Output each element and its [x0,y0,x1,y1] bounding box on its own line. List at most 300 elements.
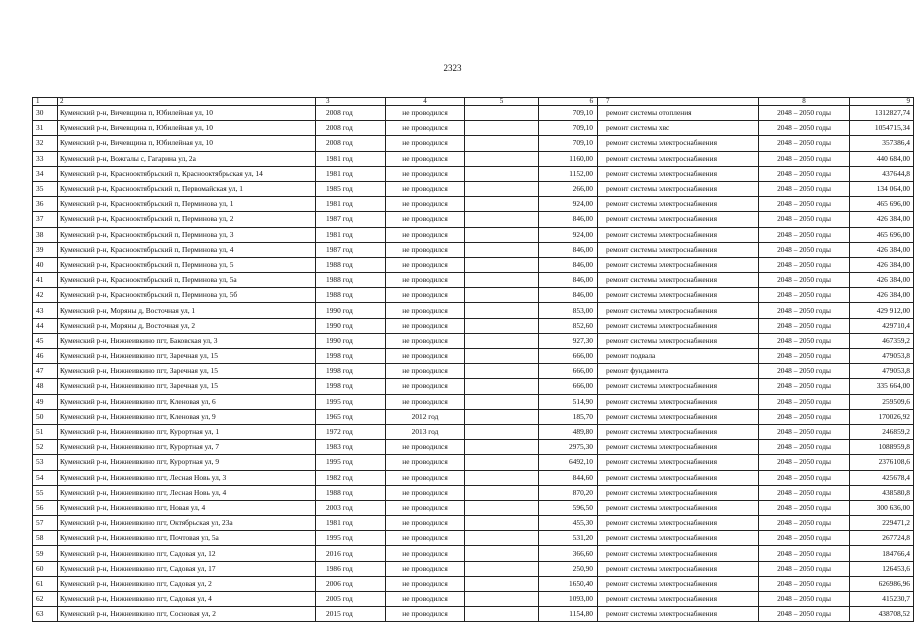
blank-cell-cell [465,531,539,546]
cost-cell: 184766,4 [850,546,914,561]
table-row [33,318,914,333]
address-cell: Куменский р-н, Краснооктябрьский п, Первомайская ул, 1 [58,181,316,196]
blank-cell-cell [465,379,539,394]
row-number-cell: 47 [33,364,58,379]
area-cell: 266,00 [539,181,598,196]
period-cell: 2048 – 2050 годы [759,273,850,288]
area-cell: 366,60 [539,546,598,561]
period-cell: 2048 – 2050 годы [759,607,850,622]
address-cell: Куменский р-н, Вичевщина п, Юбилейная ул, 10 [58,136,316,151]
row-number-cell: 45 [33,333,58,348]
address-cell: Куменский р-н, Нижнеивкино пгт, Курортная ул, 9 [58,455,316,470]
build-year-cell: 1987 год [316,242,386,257]
last-repair-year-cell: не проводился [386,546,465,561]
cost-cell: 465 696,00 [850,197,914,212]
last-repair-year-cell: не проводился [386,440,465,455]
table-row [33,409,914,424]
area-cell: 1650,40 [539,576,598,591]
area-cell: 1154,80 [539,607,598,622]
period-cell: 2048 – 2050 годы [759,531,850,546]
column-number-row [33,98,914,106]
blank-cell-cell [465,561,539,576]
build-year-cell: 1987 год [316,212,386,227]
address-cell: Куменский р-н, Моряны д, Восточная ул, 2 [58,318,316,333]
last-repair-year-cell: не проводился [386,136,465,151]
work-type-cell: ремонт системы отопления [598,106,759,121]
address-cell: Куменский р-н, Нижнеивкино пгт, Курортная ул, 7 [58,440,316,455]
address-cell: Куменский р-н, Краснооктябрьский п, Перминова ул, 3 [58,227,316,242]
row-number-cell: 61 [33,576,58,591]
table-row [33,546,914,561]
cost-cell: 1312827,74 [850,106,914,121]
period-cell: 2048 – 2050 годы [759,576,850,591]
work-type-cell: ремонт системы электроснабжения [598,136,759,151]
build-year-cell: 2003 год [316,500,386,515]
row-number-cell: 40 [33,257,58,272]
work-type-cell: ремонт системы электроснабжения [598,424,759,439]
work-type-cell: ремонт системы электроснабжения [598,561,759,576]
table-row [33,136,914,151]
cost-cell: 626986,96 [850,576,914,591]
table-row [33,394,914,409]
last-repair-year-cell: не проводился [386,333,465,348]
row-number-cell: 59 [33,546,58,561]
work-type-cell: ремонт системы электроснабжения [598,242,759,257]
period-cell: 2048 – 2050 годы [759,227,850,242]
table-row [33,379,914,394]
table-row [33,455,914,470]
page-number: 2323 [443,63,462,73]
last-repair-year-cell: не проводился [386,576,465,591]
area-cell: 1093,00 [539,592,598,607]
period-cell: 2048 – 2050 годы [759,166,850,181]
last-repair-year-cell: не проводился [386,349,465,364]
blank-cell-cell [465,485,539,500]
area-cell: 514,90 [539,394,598,409]
cost-cell: 429 912,00 [850,303,914,318]
last-repair-year-cell: не проводился [386,531,465,546]
address-cell: Куменский р-н, Моряны д, Восточная ул, 1 [58,303,316,318]
build-year-cell: 2008 год [316,106,386,121]
period-cell: 2048 – 2050 годы [759,288,850,303]
cost-cell: 429710,4 [850,318,914,333]
build-year-cell: 2005 год [316,592,386,607]
row-number-cell: 41 [33,273,58,288]
last-repair-year-cell: не проводился [386,607,465,622]
work-type-cell: ремонт системы электроснабжения [598,409,759,424]
last-repair-year-cell: не проводился [386,181,465,196]
blank-cell-cell [465,212,539,227]
period-cell: 2048 – 2050 годы [759,136,850,151]
build-year-cell: 1981 год [316,197,386,212]
build-year-cell: 1965 год [316,409,386,424]
cost-cell: 426 384,00 [850,288,914,303]
blank-cell-cell [465,227,539,242]
cost-cell: 438580,8 [850,485,914,500]
build-year-cell: 1981 год [316,516,386,531]
work-type-cell: ремонт системы электроснабжения [598,546,759,561]
row-number-cell: 32 [33,136,58,151]
row-number-cell: 63 [33,607,58,622]
blank-cell-cell [465,576,539,591]
area-cell: 846,00 [539,242,598,257]
table-row [33,333,914,348]
last-repair-year-cell: не проводился [386,166,465,181]
blank-cell-cell [465,242,539,257]
blank-cell-cell [465,257,539,272]
area-cell: 455,30 [539,516,598,531]
last-repair-year-cell: не проводился [386,106,465,121]
period-cell: 2048 – 2050 годы [759,257,850,272]
build-year-cell: 1972 год [316,424,386,439]
work-type-cell: ремонт фундамента [598,364,759,379]
table-row [33,516,914,531]
blank-cell-cell [465,349,539,364]
address-cell: Куменский р-н, Вичевщина п, Юбилейная ул, 10 [58,106,316,121]
row-number-cell: 44 [33,318,58,333]
work-type-cell: ремонт системы электроснабжения [598,470,759,485]
column-header: 3 [316,98,386,106]
area-cell: 666,00 [539,379,598,394]
build-year-cell: 2006 год [316,576,386,591]
address-cell: Куменский р-н, Краснооктябрьский п, Перминова ул, 5а [58,273,316,288]
area-cell: 6492,10 [539,455,598,470]
row-number-cell: 35 [33,181,58,196]
address-cell: Куменский р-н, Нижнеивкино пгт, Лесная Новь ул, 3 [58,470,316,485]
blank-cell-cell [465,288,539,303]
blank-cell-cell [465,364,539,379]
row-number-cell: 37 [33,212,58,227]
build-year-cell: 1998 год [316,364,386,379]
row-number-cell: 51 [33,424,58,439]
cost-cell: 1088959,8 [850,440,914,455]
build-year-cell: 1998 год [316,379,386,394]
table-row [33,440,914,455]
build-year-cell: 1983 год [316,440,386,455]
area-cell: 250,90 [539,561,598,576]
table-body [33,106,914,622]
area-cell: 846,00 [539,212,598,227]
area-cell: 185,70 [539,409,598,424]
work-type-cell: ремонт системы электроснабжения [598,333,759,348]
work-type-cell: ремонт системы электроснабжения [598,455,759,470]
last-repair-year-cell: не проводился [386,455,465,470]
address-cell: Куменский р-н, Краснооктябрьский п, Перминова ул, 5б [58,288,316,303]
address-cell: Куменский р-н, Нижнеивкино пгт, Садовая ул, 2 [58,576,316,591]
address-cell: Куменский р-н, Краснооктябрьский п, Перминова ул, 5 [58,257,316,272]
address-cell: Куменский р-н, Нижнеивкино пгт, Заречная ул, 15 [58,364,316,379]
blank-cell-cell [465,181,539,196]
blank-cell-cell [465,440,539,455]
cost-cell: 440 684,00 [850,151,914,166]
period-cell: 2048 – 2050 годы [759,333,850,348]
work-type-cell: ремонт системы электроснабжения [598,440,759,455]
blank-cell-cell [465,455,539,470]
work-type-cell: ремонт системы электроснабжения [598,500,759,515]
row-number-cell: 38 [33,227,58,242]
blank-cell-cell [465,394,539,409]
table-row [33,288,914,303]
blank-cell-cell [465,197,539,212]
row-number-cell: 31 [33,121,58,136]
area-cell: 666,00 [539,349,598,364]
work-type-cell: ремонт системы электроснабжения [598,607,759,622]
period-cell: 2048 – 2050 годы [759,440,850,455]
work-type-cell: ремонт системы электроснабжения [598,576,759,591]
table-row [33,151,914,166]
work-type-cell: ремонт системы электроснабжения [598,379,759,394]
build-year-cell: 1988 год [316,257,386,272]
row-number-cell: 34 [33,166,58,181]
build-year-cell: 1990 год [316,303,386,318]
table-row [33,197,914,212]
build-year-cell: 1995 год [316,455,386,470]
cost-cell: 479053,8 [850,349,914,364]
address-cell: Куменский р-н, Нижнеивкино пгт, Кленовая ул, 9 [58,409,316,424]
period-cell: 2048 – 2050 годы [759,379,850,394]
column-header: 7 [598,98,759,106]
period-cell: 2048 – 2050 годы [759,364,850,379]
period-cell: 2048 – 2050 годы [759,485,850,500]
address-cell: Куменский р-н, Нижнеивкино пгт, Заречная ул, 15 [58,349,316,364]
row-number-cell: 62 [33,592,58,607]
cost-cell: 246859,2 [850,424,914,439]
row-number-cell: 58 [33,531,58,546]
row-number-cell: 53 [33,455,58,470]
last-repair-year-cell: не проводился [386,151,465,166]
build-year-cell: 1995 год [316,394,386,409]
work-type-cell: ремонт системы электроснабжения [598,394,759,409]
blank-cell-cell [465,273,539,288]
table-row [33,242,914,257]
row-number-cell: 43 [33,303,58,318]
table-row [33,576,914,591]
last-repair-year-cell: не проводился [386,318,465,333]
row-number-cell: 33 [33,151,58,166]
address-cell: Куменский р-н, Краснооктябрьский п, Перминова ул, 2 [58,212,316,227]
area-cell: 489,80 [539,424,598,439]
address-cell: Куменский р-н, Нижнеивкино пгт, Лесная Новь ул, 4 [58,485,316,500]
row-number-cell: 55 [33,485,58,500]
cost-cell: 2376108,6 [850,455,914,470]
cost-cell: 479053,8 [850,364,914,379]
address-cell: Куменский р-н, Нижнеивкино пгт, Почтовая ул, 5а [58,531,316,546]
cost-cell: 415230,7 [850,592,914,607]
table-row [33,424,914,439]
area-cell: 2975,30 [539,440,598,455]
work-type-cell: ремонт системы электроснабжения [598,151,759,166]
row-number-cell: 57 [33,516,58,531]
build-year-cell: 1990 год [316,318,386,333]
period-cell: 2048 – 2050 годы [759,470,850,485]
area-cell: 924,00 [539,197,598,212]
build-year-cell: 2008 год [316,121,386,136]
area-cell: 853,00 [539,303,598,318]
table-row [33,227,914,242]
build-year-cell: 1985 год [316,181,386,196]
area-cell: 1152,00 [539,166,598,181]
cost-cell: 467359,2 [850,333,914,348]
period-cell: 2048 – 2050 годы [759,455,850,470]
row-number-cell: 54 [33,470,58,485]
build-year-cell: 1982 год [316,470,386,485]
work-type-cell: ремонт системы электроснабжения [598,485,759,500]
address-cell: Куменский р-н, Краснооктябрьский п, Перминова ул, 1 [58,197,316,212]
table-row [33,364,914,379]
area-cell: 531,20 [539,531,598,546]
address-cell: Куменский р-н, Вичевщина п, Юбилейная ул, 10 [58,121,316,136]
period-cell: 2048 – 2050 годы [759,212,850,227]
cost-cell: 170026,92 [850,409,914,424]
work-type-cell: ремонт системы электроснабжения [598,257,759,272]
column-header: 8 [759,98,850,106]
blank-cell-cell [465,470,539,485]
build-year-cell: 1990 год [316,333,386,348]
period-cell: 2048 – 2050 годы [759,409,850,424]
cost-cell: 300 636,00 [850,500,914,515]
address-cell: Куменский р-н, Нижнеивкино пгт, Курортная ул, 1 [58,424,316,439]
row-number-cell: 56 [33,500,58,515]
row-number-cell: 52 [33,440,58,455]
table-row [33,561,914,576]
work-type-cell: ремонт системы электроснабжения [598,303,759,318]
table-row [33,607,914,622]
work-type-cell: ремонт системы хвс [598,121,759,136]
area-cell: 1160,00 [539,151,598,166]
cost-cell: 426 384,00 [850,242,914,257]
last-repair-year-cell: не проводился [386,227,465,242]
work-type-cell: ремонт системы электроснабжения [598,592,759,607]
cost-cell: 126453,6 [850,561,914,576]
last-repair-year-cell: не проводился [386,379,465,394]
cost-cell: 425678,4 [850,470,914,485]
cost-cell: 357386,4 [850,136,914,151]
period-cell: 2048 – 2050 годы [759,242,850,257]
column-header: 5 [465,98,539,106]
blank-cell-cell [465,106,539,121]
last-repair-year-cell: не проводился [386,242,465,257]
last-repair-year-cell: не проводился [386,288,465,303]
build-year-cell: 1998 год [316,349,386,364]
cost-cell: 426 384,00 [850,257,914,272]
period-cell: 2048 – 2050 годы [759,394,850,409]
last-repair-year-cell: не проводился [386,121,465,136]
last-repair-year-cell: не проводился [386,592,465,607]
cost-cell: 134 064,00 [850,181,914,196]
area-cell: 666,00 [539,364,598,379]
row-number-cell: 39 [33,242,58,257]
last-repair-year-cell: не проводился [386,485,465,500]
address-cell: Куменский р-н, Нижнеивкино пгт, Сосновая ул, 2 [58,607,316,622]
build-year-cell: 1986 год [316,561,386,576]
row-number-cell: 60 [33,561,58,576]
period-cell: 2048 – 2050 годы [759,349,850,364]
period-cell: 2048 – 2050 годы [759,561,850,576]
table-row [33,485,914,500]
table-row [33,106,914,121]
last-repair-year-cell: не проводился [386,470,465,485]
work-type-cell: ремонт системы электроснабжения [598,531,759,546]
last-repair-year-cell: не проводился [386,500,465,515]
table-row [33,592,914,607]
cost-cell: 437644,8 [850,166,914,181]
blank-cell-cell [465,607,539,622]
work-type-cell: ремонт системы электроснабжения [598,212,759,227]
row-number-cell: 36 [33,197,58,212]
cost-cell: 229471,2 [850,516,914,531]
cost-cell: 259509,6 [850,394,914,409]
work-type-cell: ремонт системы электроснабжения [598,273,759,288]
period-cell: 2048 – 2050 годы [759,592,850,607]
row-number-cell: 48 [33,379,58,394]
table-row [33,166,914,181]
last-repair-year-cell: не проводился [386,364,465,379]
blank-cell-cell [465,136,539,151]
last-repair-year-cell: не проводился [386,212,465,227]
address-cell: Куменский р-н, Вожгалы с, Гагарина ул, 2а [58,151,316,166]
table-row [33,121,914,136]
blank-cell-cell [465,151,539,166]
table-row [33,257,914,272]
last-repair-year-cell: не проводился [386,257,465,272]
blank-cell-cell [465,121,539,136]
work-type-cell: ремонт системы электроснабжения [598,288,759,303]
build-year-cell: 2015 год [316,607,386,622]
area-cell: 596,50 [539,500,598,515]
period-cell: 2048 – 2050 годы [759,151,850,166]
last-repair-year-cell: не проводился [386,394,465,409]
cost-cell: 426 384,00 [850,212,914,227]
area-cell: 709,10 [539,121,598,136]
work-type-cell: ремонт системы электроснабжения [598,318,759,333]
cost-cell: 438708,52 [850,607,914,622]
cost-cell: 465 696,00 [850,227,914,242]
work-type-cell: ремонт системы электроснабжения [598,166,759,181]
area-cell: 927,30 [539,333,598,348]
address-cell: Куменский р-н, Нижнеивкино пгт, Садовая ул, 4 [58,592,316,607]
address-cell: Куменский р-н, Нижнеивкино пгт, Садовая ул, 12 [58,546,316,561]
last-repair-year-cell: 2012 год [386,409,465,424]
blank-cell-cell [465,592,539,607]
column-header: 2 [58,98,316,106]
last-repair-year-cell: 2013 год [386,424,465,439]
column-header: 6 [539,98,598,106]
column-header: 4 [386,98,465,106]
build-year-cell: 1988 год [316,288,386,303]
column-header: 1 [33,98,58,106]
work-type-cell: ремонт подвала [598,349,759,364]
address-cell: Куменский р-н, Краснооктябрьский п, Перминова ул, 4 [58,242,316,257]
build-year-cell: 1988 год [316,273,386,288]
area-cell: 846,00 [539,273,598,288]
period-cell: 2048 – 2050 годы [759,303,850,318]
address-cell: Куменский р-н, Нижнеивкино пгт, Кленовая ул, 6 [58,394,316,409]
row-number-cell: 42 [33,288,58,303]
area-cell: 709,10 [539,136,598,151]
last-repair-year-cell: не проводился [386,516,465,531]
period-cell: 2048 – 2050 годы [759,197,850,212]
table-row [33,212,914,227]
period-cell: 2048 – 2050 годы [759,500,850,515]
cost-cell: 335 664,00 [850,379,914,394]
table-row [33,349,914,364]
period-cell: 2048 – 2050 годы [759,546,850,561]
row-number-cell: 30 [33,106,58,121]
blank-cell-cell [465,516,539,531]
work-type-cell: ремонт системы электроснабжения [598,227,759,242]
address-cell: Куменский р-н, Нижнеивкино пгт, Октябрьская ул, 23а [58,516,316,531]
address-cell: Куменский р-н, Нижнеивкино пгт, Баковская ул, 3 [58,333,316,348]
